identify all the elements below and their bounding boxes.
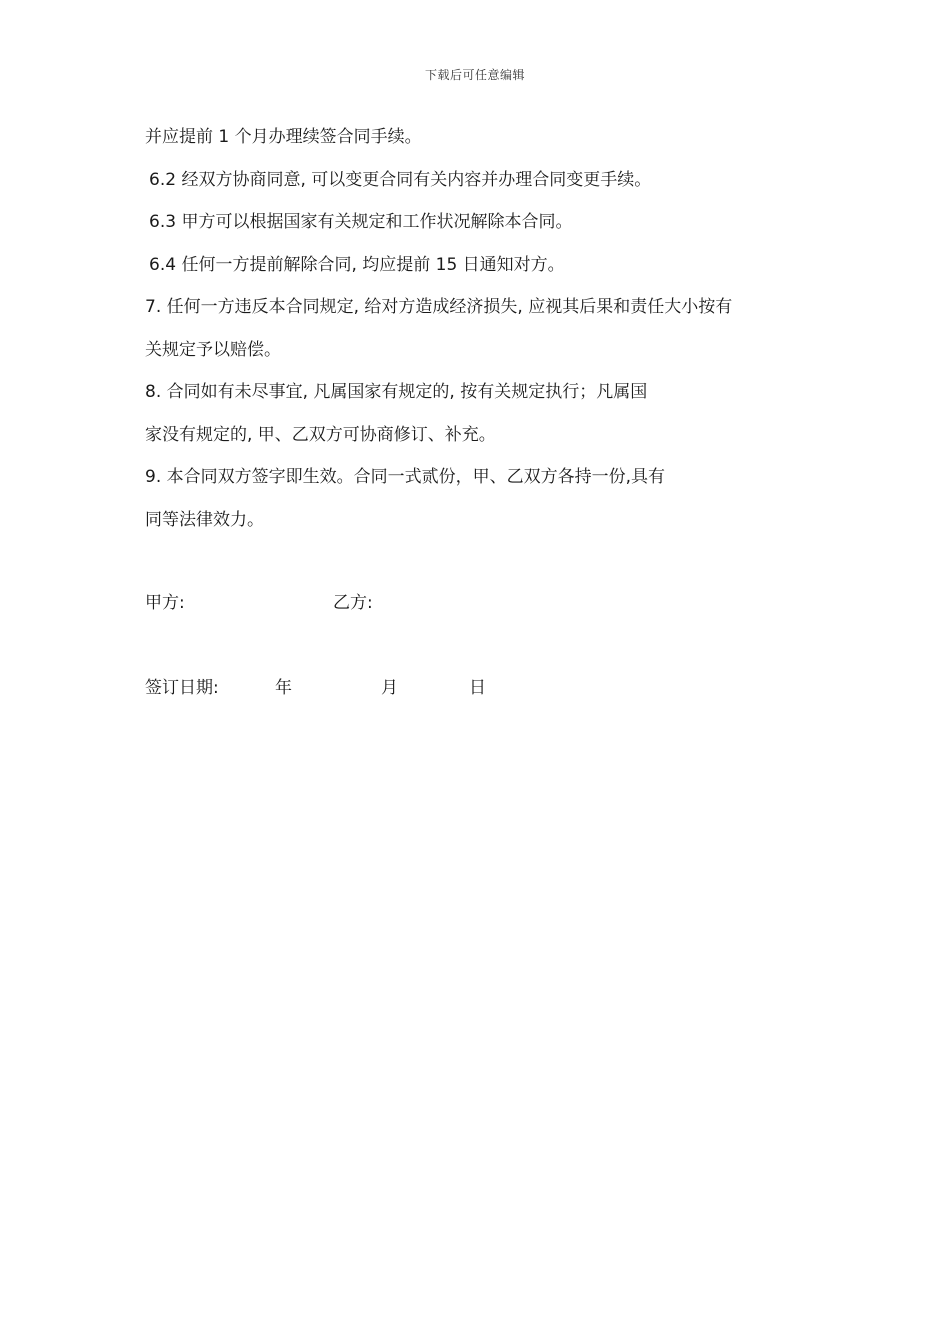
contract-clause-8-continued: 家没有规定的, 甲、乙双方可协商修订、补充。 (145, 425, 496, 445)
contract-clause-6-2: 6.2 经双方协商同意, 可以变更合同有关内容并办理合同变更手续。 (149, 170, 652, 190)
contract-clause-9: 9. 本合同双方签字即生效。合同一式贰份，甲、乙双方各持一份,具有 (145, 467, 666, 487)
date-year-label: 年 (275, 678, 292, 698)
contract-clause-8: 8. 合同如有未尽事宜, 凡属国家有规定的, 按有关规定执行；凡属国 (145, 382, 648, 402)
contract-clause-6-4: 6.4 任何一方提前解除合同, 均应提前 15 日通知对方。 (149, 255, 565, 275)
date-day-label: 日 (469, 678, 486, 698)
contract-clause-7: 7. 任何一方违反本合同规定, 给对方造成经济损失, 应视其后果和责任大小按有 (145, 297, 733, 317)
date-month-label: 月 (381, 678, 398, 698)
contract-clause-9-continued: 同等法律效力。 (145, 510, 264, 530)
party-b-label: 乙方: (333, 593, 373, 613)
signing-date-label: 签订日期: (145, 678, 219, 698)
page-header-note: 下载后可任意编辑 (424, 68, 525, 82)
contract-clause-6-3: 6.3 甲方可以根据国家有关规定和工作状况解除本合同。 (149, 212, 573, 232)
contract-clause-7-continued: 关规定予以赔偿。 (145, 340, 281, 360)
party-a-label: 甲方: (145, 593, 185, 613)
contract-line-renewal: 并应提前 1 个月办理续签合同手续。 (145, 127, 422, 147)
